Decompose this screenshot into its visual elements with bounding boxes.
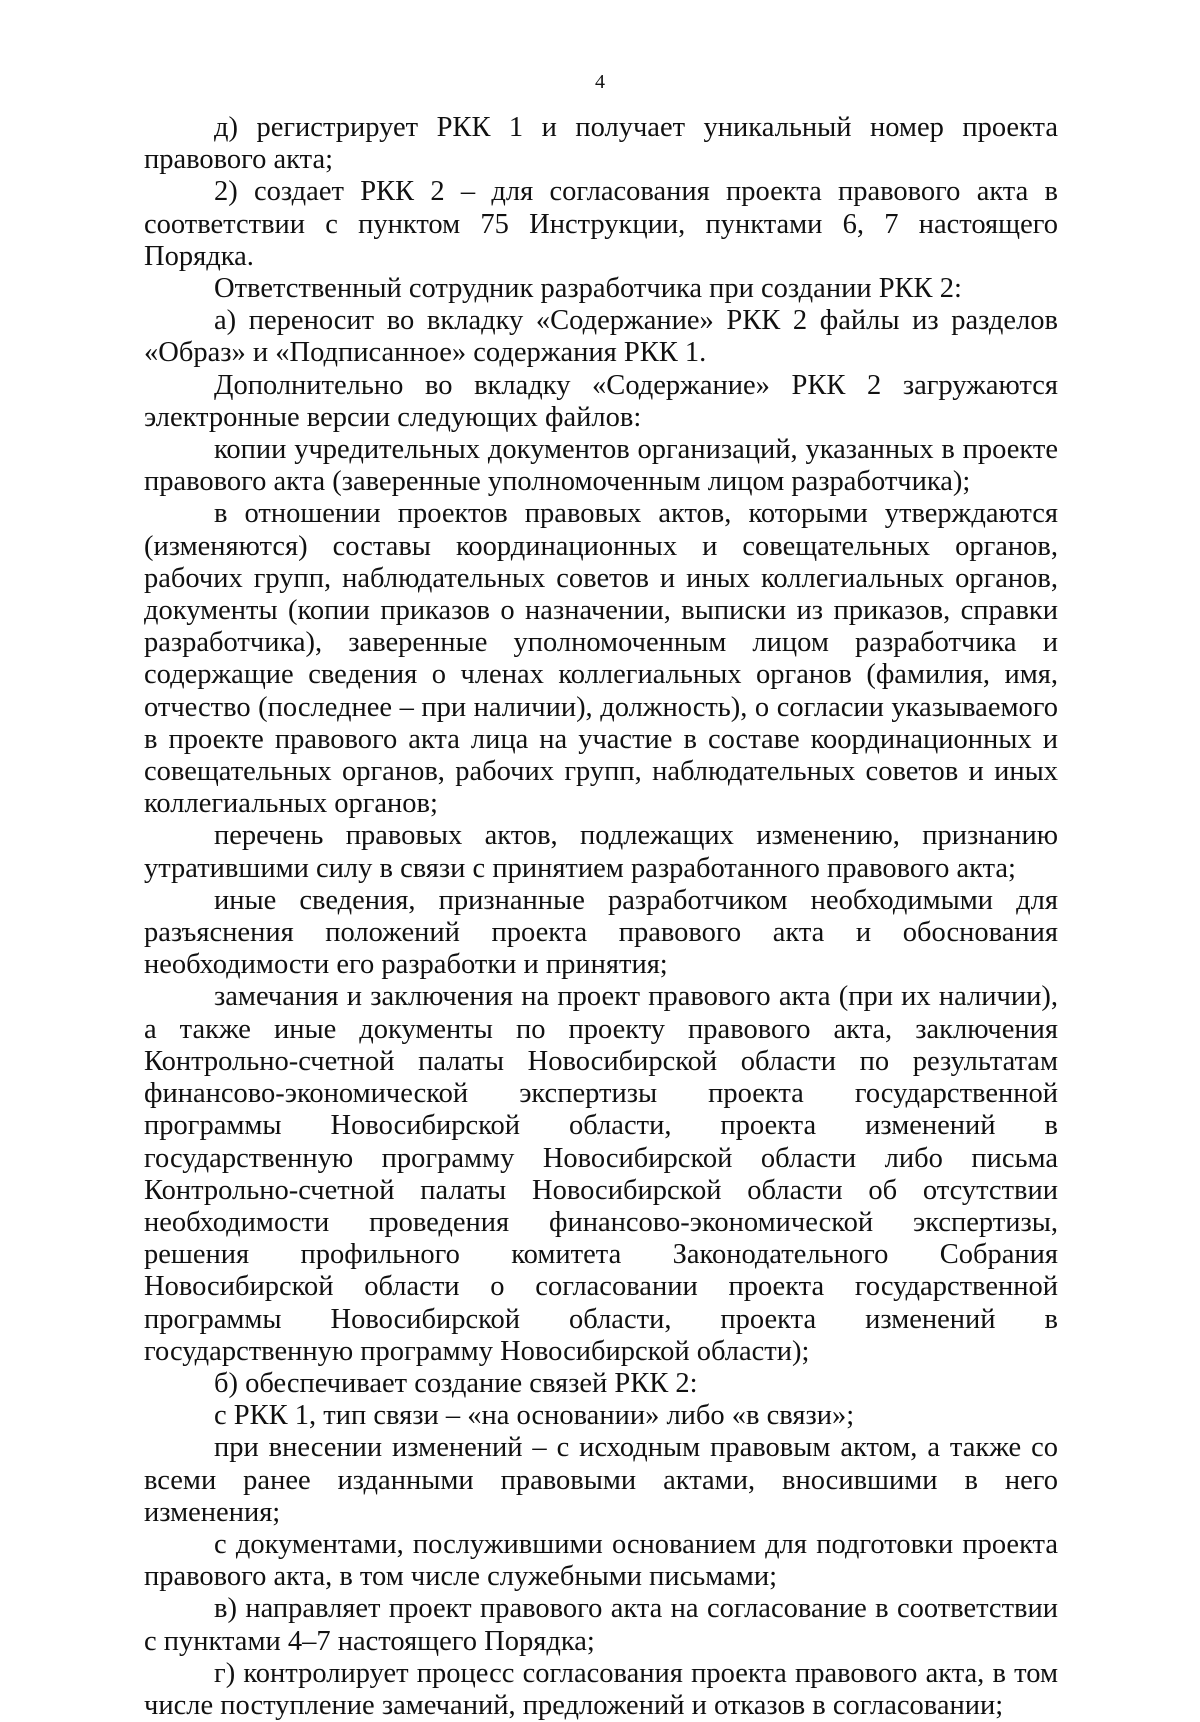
paragraph: Ответственный сотрудник разработчика при создании РКК 2:	[214, 273, 962, 305]
paragraph: д) регистрирует РКК 1 и получает уникальный номер проекта правового акта;	[144, 112, 1058, 176]
paragraph: замечания и заключения на проект правового акта (при их наличии), а также иные документы по проекту правового акта, заключения Контрольно-счетной палаты Новосибирской области по результатам финансово-экономической экспертизы проекта государственной программы Новосибирской области, проекта изменений в государственную программу Новосибирской области либо письма Контрольно-счетной палаты Новосибирской области об отсутствии необходимости проведения финансово-экономической экспертизы, решения профильного комитета Законодательного Собрания Новосибирской области о согласовании проекта государственной программы Новосибирской области, проекта изменений в государственную программу Новосибирской области);	[144, 981, 1058, 1367]
document-body	[144, 112, 1058, 1722]
paragraph: б) обеспечивает создание связей РКК 2:	[214, 1367, 698, 1399]
paragraph: в) направляет проект правового акта на согласование в соответствии с пунктами 4–7 настоящего Порядка;	[144, 1593, 1058, 1657]
paragraph: иные сведения, признанные разработчиком необходимыми для разъяснения положений проекта правового акта и обоснования необходимости его разработки и принятия;	[144, 884, 1058, 981]
paragraph: с документами, послужившими основанием для подготовки проекта правового акта, в том числе служебными письмами;	[144, 1528, 1058, 1593]
paragraph: копии учредительных документов организаций, указанных в проекте правового акта (заверенные уполномоченным лицом разработчика);	[144, 434, 1058, 498]
paragraph: а) переносит во вкладку «Содержание» РКК 2 файлы из разделов «Образ» и «Подписанное» содержания РКК 1.	[144, 305, 1058, 369]
paragraph: г) контролирует процесс согласования проекта правового акта, в том числе поступление замечаний, предложений и отказов в согласовании;	[144, 1657, 1058, 1721]
page-number: 4	[595, 71, 605, 93]
paragraph: Дополнительно во вкладку «Содержание» РКК 2 загружаются электронные версии следующих файлов:	[144, 369, 1058, 433]
paragraph: при внесении изменений – с исходным правовым актом, а также со всеми ранее изданными правовыми актами, вносившими в него изменения;	[144, 1432, 1058, 1528]
paragraph: в отношении проектов правовых актов, которыми утверждаются (изменяются) составы координационных и совещательных органов, рабочих групп, наблюдательных советов и иных коллегиальных органов, документы (копии приказов о назначении, выписки из приказов, справки разработчика), заверенные уполномоченным лицом разработчика и содержащие сведения о членах коллегиальных органов (фамилия, имя, отчество (последнее – при наличии), должность), о согласии указываемого в проекте правового акта лица на участие в составе координационных и совещательных органов, рабочих групп, наблюдательных советов и иных коллегиальных органов;	[144, 498, 1058, 820]
paragraph: перечень правовых актов, подлежащих изменению, признанию утратившими силу в связи с принятием разработанного правового акта;	[144, 820, 1058, 884]
paragraph: с РКК 1, тип связи – «на основании» либо «в связи»;	[214, 1400, 855, 1432]
paragraph: 2) создает РКК 2 – для согласования проекта правового акта в соответствии с пунктом 75 Инструкции, пунктами 6, 7 настоящего Порядка.	[144, 176, 1058, 272]
